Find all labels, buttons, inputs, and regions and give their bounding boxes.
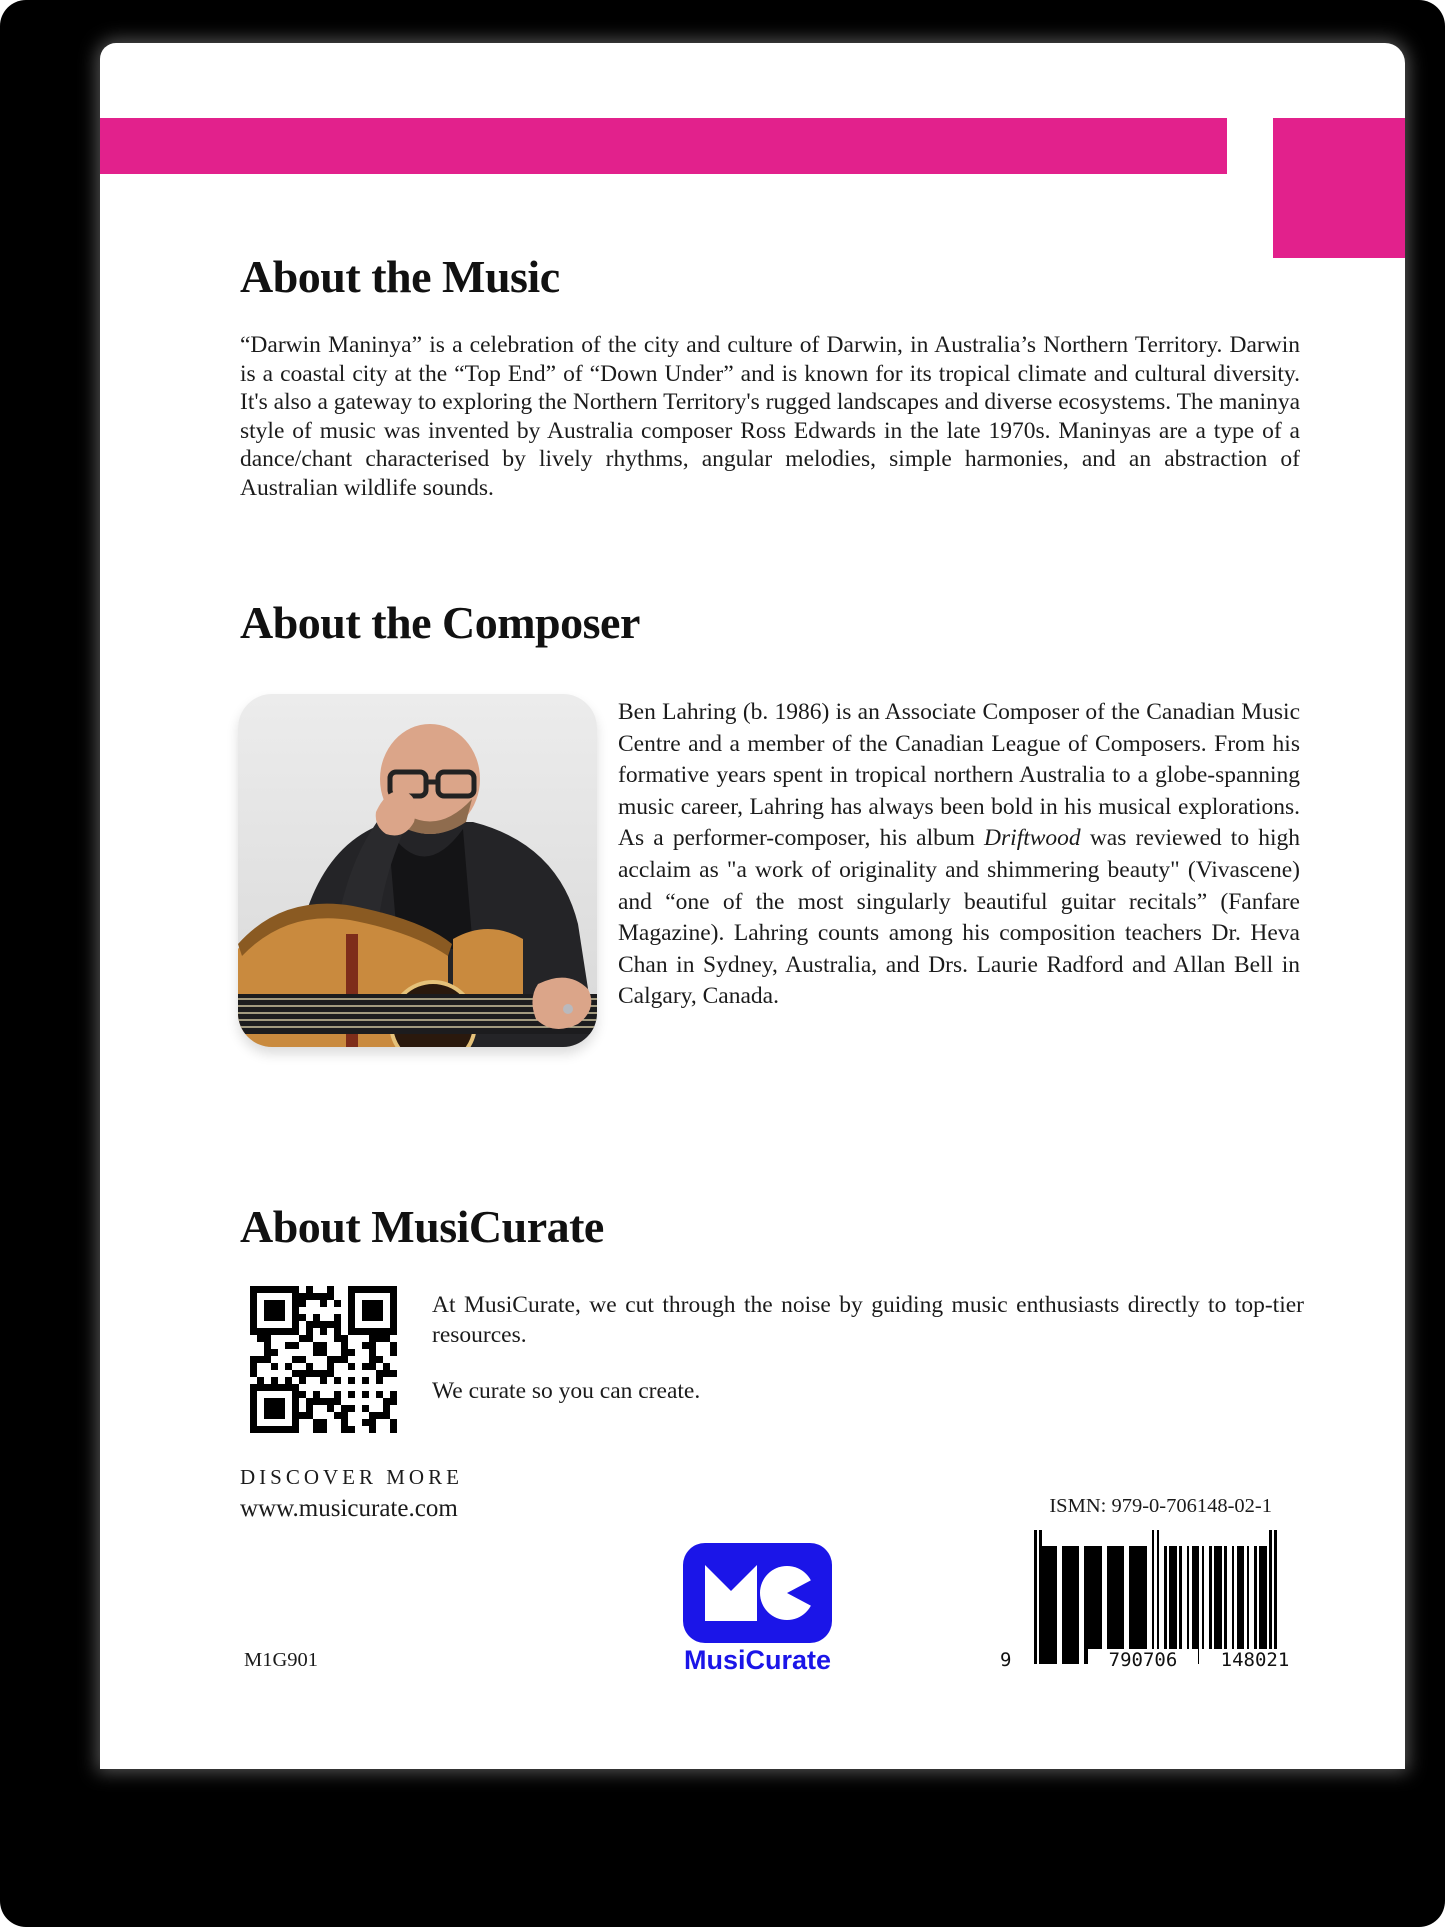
composer-photo [238, 694, 597, 1047]
musicurate-paragraph-2: We curate so you can create. [432, 1378, 701, 1404]
barcode [1000, 1530, 1320, 1680]
about-the-music-paragraph: “Darwin Maninya” is a celebration of the city and culture of Darwin, in Australia’s Northern Territory. Darwin is a coastal city at the “Top End” of “Down Under” and is known for its tropical climate and cultural diversity. It's also a gateway to exploring the Northern Territory's rugged landscapes and diverse ecosystems. The maninya style of music was invented by Australia composer Ross Edwards in the late 1970s. Maninyas are a type of a dance/chant characterised by lively rhythms, angular melodies, simple harmonies, and an abstraction of Australian wildlife sounds. [240, 332, 1300, 501]
pink-accent-block [1273, 118, 1405, 258]
pink-accent-band [100, 118, 1227, 174]
ismn-number: ISMN: 979-0-706148-02-1 [1049, 1495, 1272, 1517]
musicurate-paragraph-1: At MusiCurate, we cut through the noise by guiding music enthusiasts directly to top-tier resources. [432, 1292, 1304, 1348]
composer-paragraph-start: Ben Lahring (b. 1986) is an Associate Composer of the Canadian Music Centre and a member of the Canadian League of Composers. From his formative years spent in tropical northern Australia to a globe-spanning music career, Lahring has always been bold in his musical explorations. As a performer-composer, his album [618, 699, 1300, 852]
mc-logo-icon [683, 1543, 832, 1643]
musicurate-logo-text: MusiCurate [683, 1645, 832, 1675]
discover-more-label: DISCOVER MORE [240, 1465, 463, 1489]
barcode-digit-lead: 9 [1000, 1649, 1012, 1671]
catalog-number: M1G901 [244, 1649, 319, 1671]
qr-code [250, 1286, 397, 1433]
about-musicurate-heading: About MusiCurate [240, 1201, 604, 1252]
composer-paragraph-end: was reviewed to high acclaim as "a work of originality and shimmering beauty" (Vivascene) and “one of the most singularly beautiful guitar recitals” (Fanfare Magazine). Lahring counts among his composition teachers Dr. Heva Chan in Sydney, Australia, and Drs. Laurie Radford and Allan Bell in Calgary, Canada. [618, 825, 1300, 1010]
composer-photo-illustration [238, 694, 597, 1047]
back-cover-page [100, 43, 1405, 1769]
musicurate-logo [683, 1543, 832, 1643]
about-the-music-heading: About the Music [240, 251, 560, 302]
about-the-composer-heading: About the Composer [240, 597, 640, 648]
barcode-digit-group2: 148021 [1200, 1649, 1310, 1671]
album-title-italic: Driftwood [984, 825, 1081, 852]
website-url: www.musicurate.com [240, 1495, 458, 1522]
about-the-composer-paragraph [618, 697, 1300, 1013]
barcode-digit-group1: 790706 [1088, 1649, 1198, 1671]
barcode-bars [1034, 1530, 1277, 1664]
